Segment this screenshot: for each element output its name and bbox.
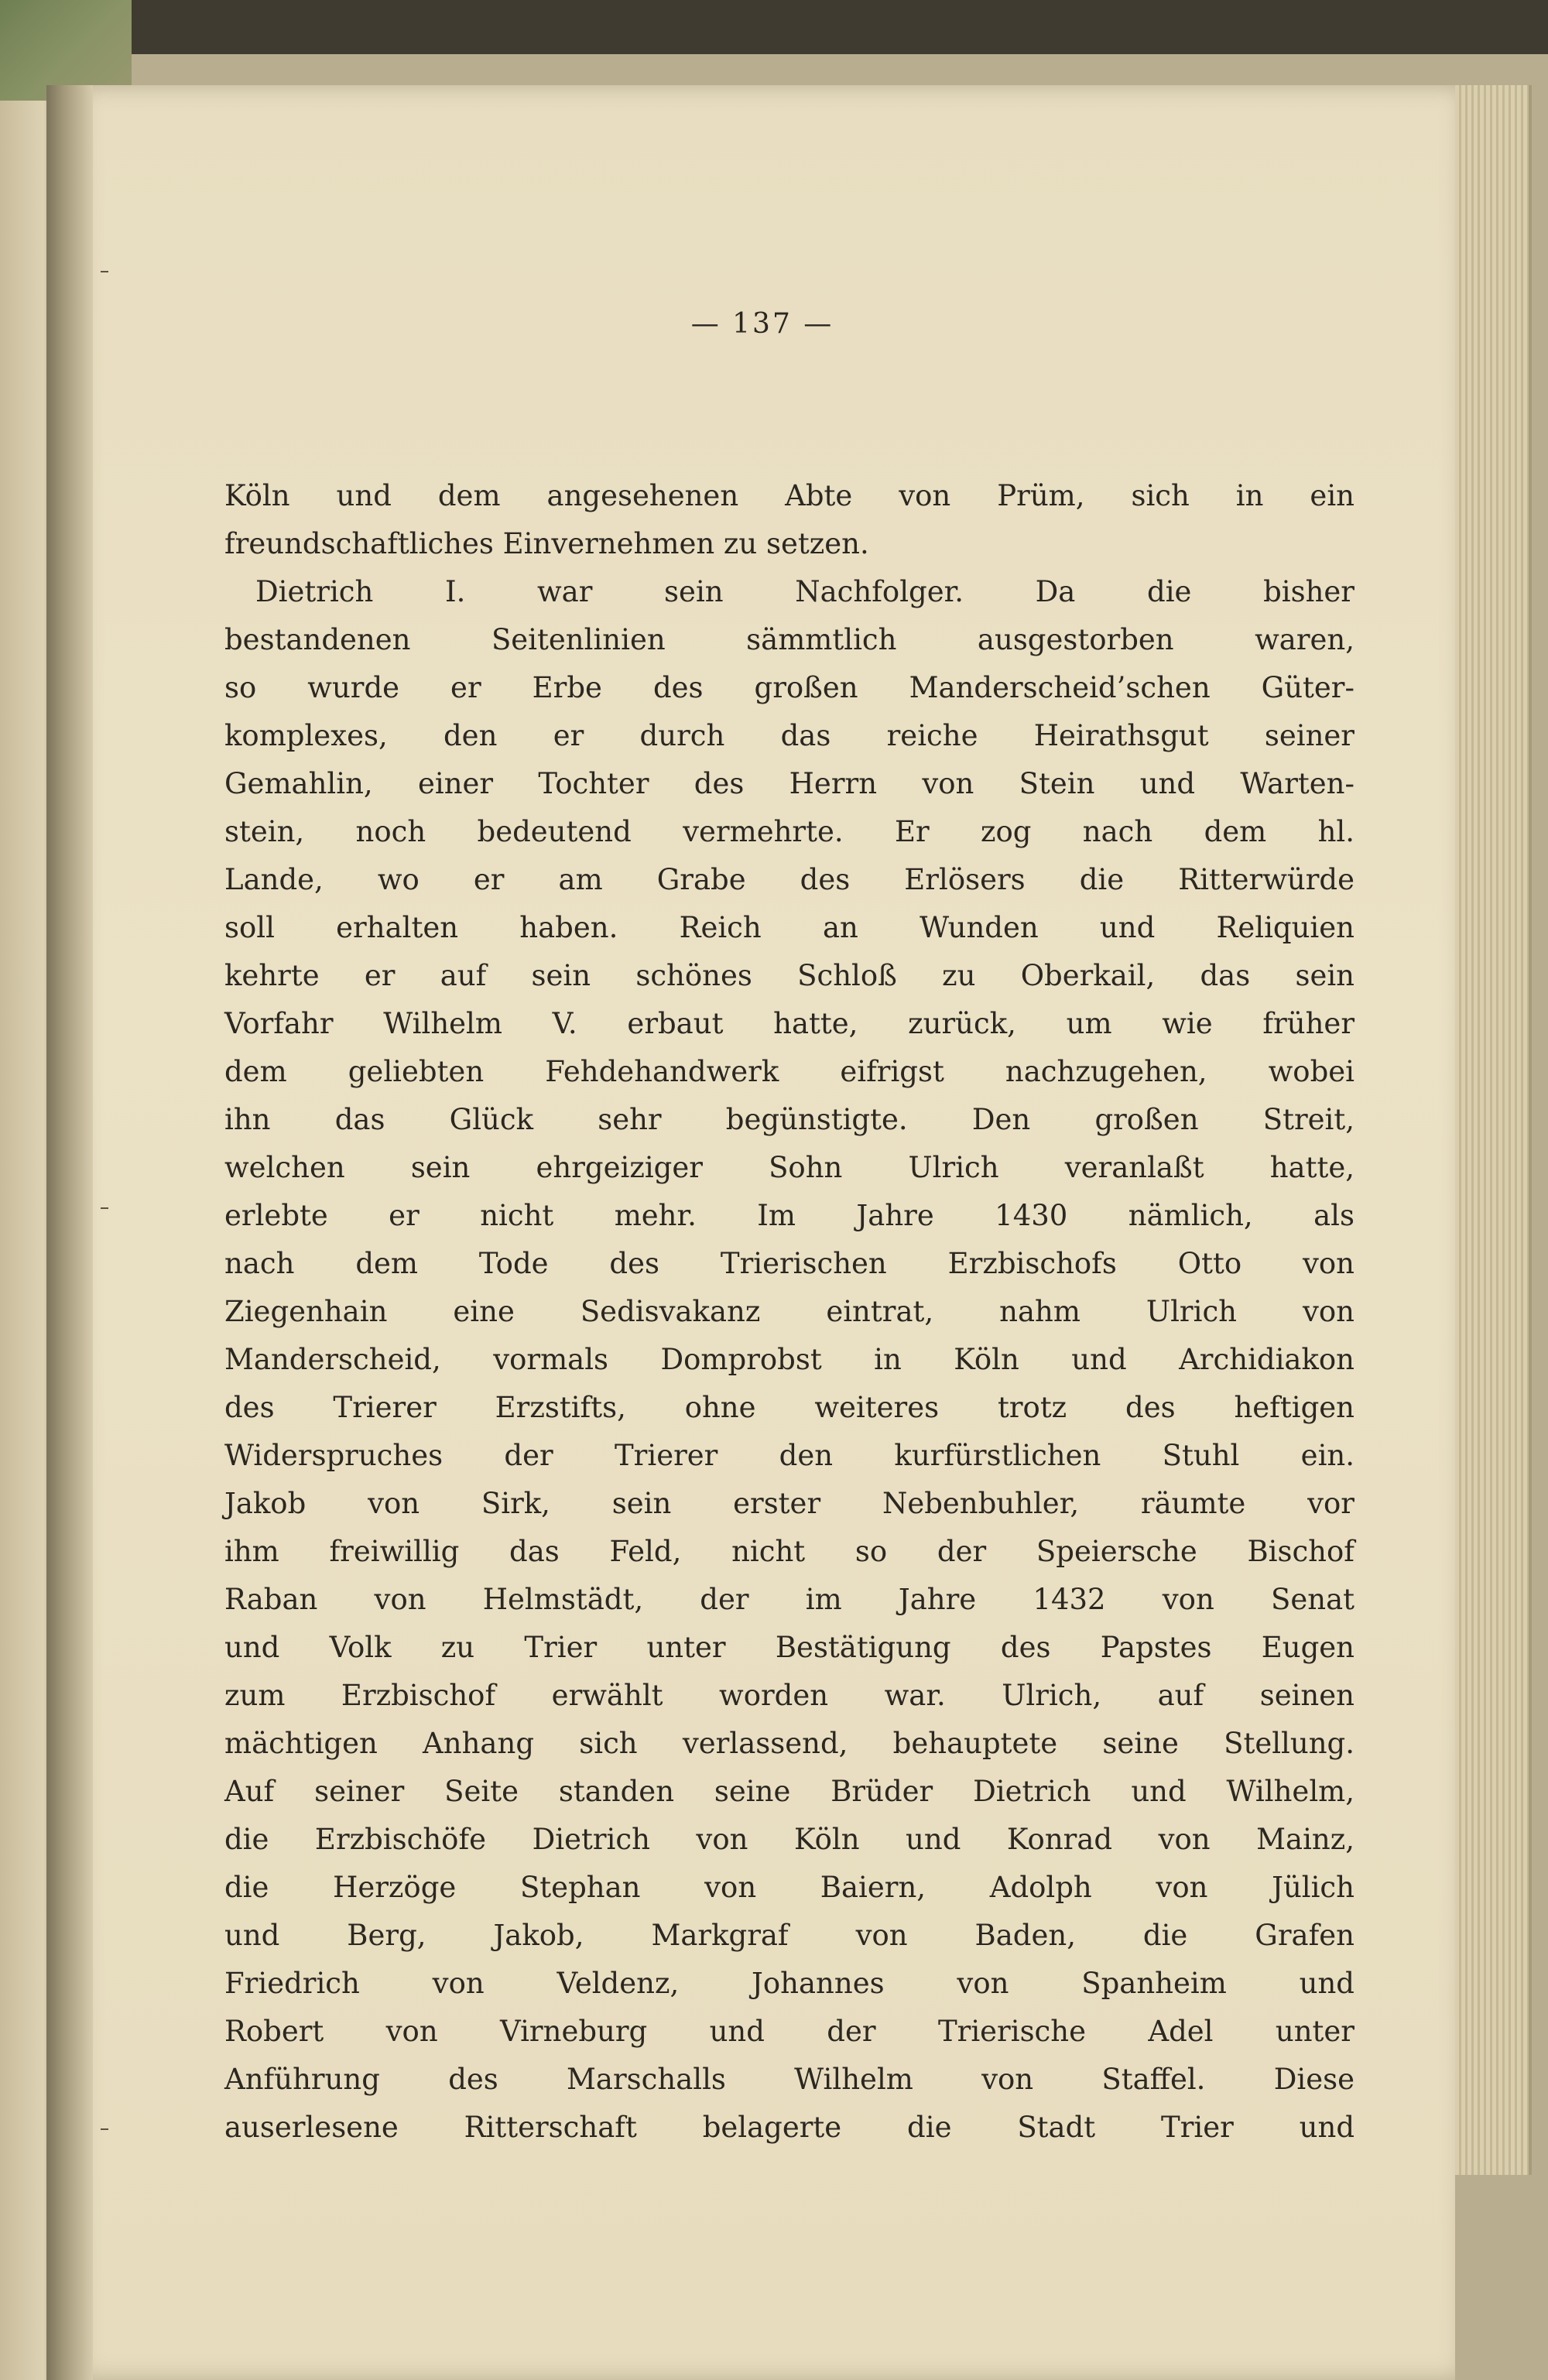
text-line: mächtigen Anhang sich verlassend, behauptete seine Stellung. [224,1727,1354,1760]
text-line: und Berg, Jakob, Markgraf von Baden, die Grafen [224,1919,1354,1952]
text-line: auserlesene Ritterschaft belagerte die Stadt Trier und [224,2111,1354,2144]
text-line: und Volk zu Trier unter Bestätigung des Papstes Eugen [224,1631,1354,1664]
text-line: Dietrich I. war sein Nachfolger. Da die bisher [255,575,1354,608]
text-line: Lande, wo er am Grabe des Erlösers die Ritterwürde [224,863,1354,896]
text-line: Ziegenhain eine Sedisvakanz eintrat, nahm Ulrich von [224,1295,1354,1328]
text-line: Anführung des Marschalls Wilhelm von Staffel. Diese [224,2063,1354,2096]
text-line: ihm freiwillig das Feld, nicht so der Speiersche Bischof [224,1535,1354,1568]
text-line: Raban von Helmstädt, der im Jahre 1432 von Senat [224,1583,1354,1616]
text-line: Robert von Virneburg und der Trierische Adel unter [224,2015,1354,2048]
margin-mark [101,271,108,272]
body-text [224,472,1354,2152]
page-number: — 137 — [690,308,834,340]
margin-mark [101,2128,108,2130]
text-line: Manderscheid, vormals Domprobst in Köln und Archidiakon [224,1343,1354,1376]
text-line: Vorfahr Wilhelm V. erbaut hatte, zurück, um wie früher [224,1007,1354,1040]
text-line: die Herzöge Stephan von Baiern, Adolph von Jülich [224,1871,1354,1904]
text-line: welchen sein ehrgeiziger Sohn Ulrich veranlaßt hatte, [224,1151,1354,1184]
text-line: des Trierer Erzstifts, ohne weiteres trotz des heftigen [224,1391,1354,1424]
text-line: nach dem Tode des Trierischen Erzbischofs Otto von [224,1247,1354,1280]
margin-mark [101,1207,108,1209]
text-line: freundschaftliches Einvernehmen zu setzen. [224,527,869,560]
text-line: kehrte er auf sein schönes Schloß zu Oberkail, das sein [224,959,1354,992]
text-line: die Erzbischöfe Dietrich von Köln und Konrad von Mainz, [224,1823,1354,1856]
text-line: zum Erzbischof erwählt worden war. Ulrich, auf seinen [224,1679,1354,1712]
text-line: Widerspruches der Trierer den kurfürstlichen Stuhl ein. [224,1439,1354,1472]
text-line: Köln und dem angesehenen Abte von Prüm, sich in ein [224,479,1354,512]
text-line: Gemahlin, einer Tochter des Herrn von Stein und Warten- [224,767,1354,800]
book-gutter [46,85,93,2380]
text-line: Auf seiner Seite standen seine Brüder Dietrich und Wilhelm, [224,1775,1354,1808]
text-line: soll erhalten haben. Reich an Wunden und Reliquien [224,911,1354,944]
text-line: Friedrich von Veldenz, Johannes von Spanheim und [224,1967,1354,2000]
text-line: bestandenen Seitenlinien sämmtlich ausgestorben waren, [224,623,1354,656]
text-line: ihn das Glück sehr begünstigte. Den großen Streit, [224,1103,1354,1136]
text-line: komplexes, den er durch das reiche Heirathsgut seiner [224,719,1354,752]
text-line: stein, noch bedeutend vermehrte. Er zog nach dem hl. [224,815,1354,848]
book-page [70,85,1455,2380]
text-line: erlebte er nicht mehr. Im Jahre 1430 nämlich, als [224,1199,1354,1232]
text-line: Jakob von Sirk, sein erster Nebenbuhler, räumte vor [224,1487,1354,1520]
text-line: dem geliebten Fehdehandwerk eifrigst nachzugehen, wobei [224,1055,1354,1088]
text-line: so wurde er Erbe des großen Manderscheid’schen Güter- [224,671,1354,704]
